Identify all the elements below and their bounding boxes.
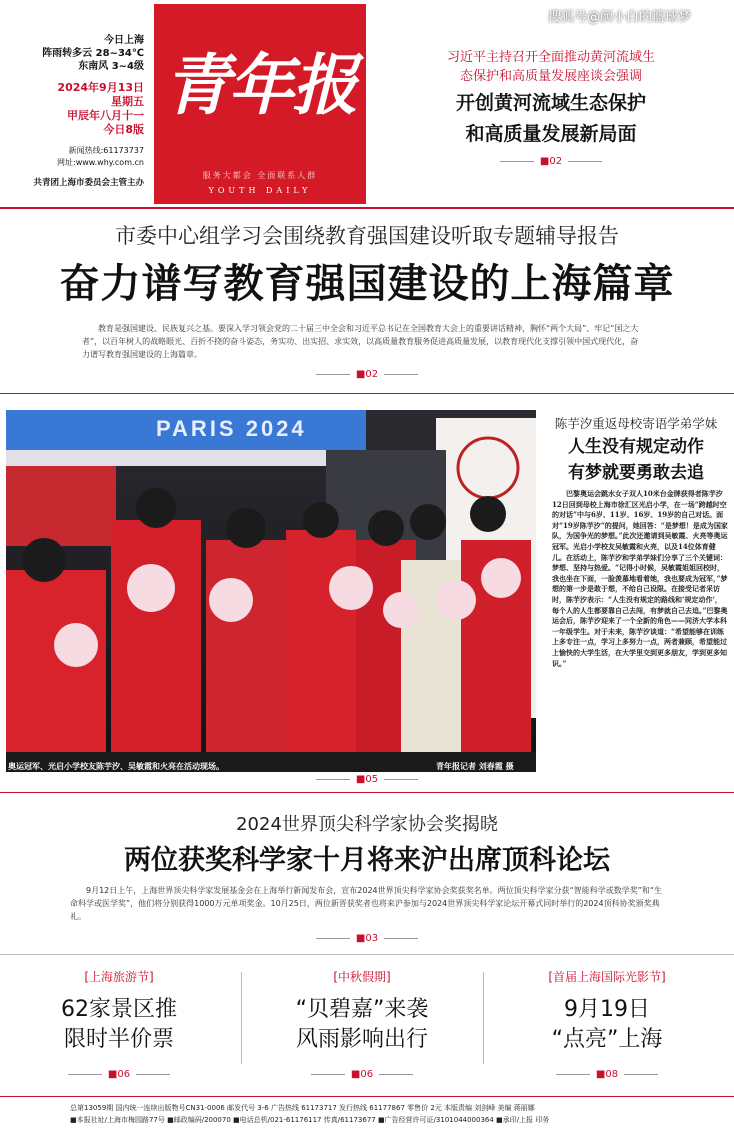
column-page-ref: ■08 bbox=[490, 1069, 724, 1080]
top-story-title-2: 和高质量发展新局面 bbox=[465, 123, 637, 145]
science-title[interactable]: 两位获奖科学家十月将来沪出席顶科论坛 bbox=[124, 845, 610, 876]
headline-subtitle: 市委中心组学习会围绕教育强国建设听取专题辅导报告 bbox=[115, 224, 619, 248]
column-title-2: 风雨影响出行 bbox=[295, 1027, 428, 1052]
photo-caption: 奥运冠军、光启小学校友陈芋汐、吴敏霞和火亮在活动现场。 bbox=[8, 762, 224, 771]
logo-name: 青年报 bbox=[164, 46, 356, 124]
issue-weekday: 星期五 bbox=[111, 95, 144, 108]
column-holiday[interactable] bbox=[245, 968, 479, 1080]
top-story-title: 开创黄河流域生态保护 bbox=[455, 92, 646, 114]
column-title: 9月19日 bbox=[564, 997, 650, 1022]
logo-english-name: YOUTH DAILY bbox=[208, 186, 312, 195]
divider bbox=[0, 1096, 734, 1097]
masthead-info bbox=[10, 34, 144, 190]
city-label: 今日上海 bbox=[104, 35, 144, 46]
newspaper-logo bbox=[154, 4, 366, 204]
column-divider bbox=[483, 972, 484, 1064]
issue-date: 2024年9月13日 bbox=[57, 81, 144, 94]
top-story-subtitle: 习近平主持召开全面推动黄河流域生 bbox=[446, 50, 655, 65]
headline-title[interactable]: 奋力谱写教育强国建设的上海篇章 bbox=[59, 260, 675, 307]
top-story-subtitle-2: 态保护和高质量发展座谈会强调 bbox=[459, 69, 642, 84]
column-page-ref: ■06 bbox=[245, 1069, 479, 1080]
issue-lunar-date: 甲辰年八月十一 bbox=[67, 109, 144, 122]
column-page-ref: ■06 bbox=[2, 1069, 236, 1080]
science-page-ref: ■03 bbox=[0, 933, 734, 944]
column-title-2: 限时半价票 bbox=[63, 1027, 174, 1052]
divider bbox=[0, 207, 734, 209]
footer bbox=[0, 1098, 734, 1128]
logo-tagline: 服务大都会 全面联系人群 bbox=[202, 171, 318, 180]
side-story-title[interactable] bbox=[546, 434, 726, 486]
divider bbox=[0, 393, 734, 394]
photo-credit: 青年报记者 刘春霞 摄 bbox=[436, 762, 514, 771]
headline-body: 教育是强国建设、民族复兴之基。要深入学习领会党的二十届三中全会和习近平总书记在全国教育大会上的重要讲话精神，胸怀“两个大局”、牢记“国之大者”，以百年树人的战略眼光、百折不挠的奋斗姿态，务实功、出实招、求实效，以高质量教育服务促进高质量发展，以教育现代化支撑引领中国式现代化，奋力谱写教育强国建设的上海篇章。 bbox=[82, 324, 639, 359]
sponsor-label: 共青团上海市委员会主管主办 bbox=[33, 178, 144, 188]
top-story-page-ref: ■02 bbox=[386, 156, 716, 167]
divider bbox=[0, 792, 734, 793]
column-kicker: [首届上海国际光影节] bbox=[548, 970, 666, 984]
banner-text: PARIS 2024 bbox=[156, 416, 307, 441]
side-story-title-1: 人生没有规定动作 bbox=[568, 437, 704, 457]
side-story-title-2: 有梦就要勇敢去追 bbox=[568, 463, 704, 483]
issue-page-count: 今日8版 bbox=[103, 123, 144, 136]
column-title-2: “点亮”上海 bbox=[551, 1027, 663, 1052]
science-body: 9月12日上午，上海世界顶尖科学家发展基金会在上海举行新闻发布会，宣布2024世界顶尖科学家协会奖获奖名单。两位顶尖科学家分获“智能科学或数学奖”和“生命科学或医学奖”，他们将分别获得1000万元单项奖金。10月25日，两位新晋获奖者也将来沪参加与2024世界顶尖科学家论坛开幕式同时举行的2024顶科协奖颁奖典礼。 bbox=[70, 886, 663, 921]
watermark-text: 搜狐号@颜小白的篮球梦 bbox=[548, 10, 692, 25]
column-title: “贝碧嘉”来袭 bbox=[295, 997, 429, 1022]
column-divider bbox=[241, 972, 242, 1064]
photo-story-page-ref: ■05 bbox=[0, 774, 734, 785]
headline-page-ref: ■02 bbox=[0, 369, 734, 380]
event-photo bbox=[6, 410, 536, 772]
weather-label: 阵雨转多云 28~34℃ bbox=[42, 48, 144, 59]
science-subtitle: 2024世界顶尖科学家协会奖揭晓 bbox=[236, 814, 498, 835]
column-kicker: [中秋假期] bbox=[333, 970, 391, 984]
news-hotline: 新闻热线:61173737 bbox=[68, 146, 144, 155]
column-title: 62家景区推 bbox=[61, 997, 177, 1022]
top-story[interactable] bbox=[386, 48, 716, 167]
side-story-body: 巴黎奥运会跳水女子双人10米台金牌获得者陈芋汐12日回到母校上海市徐汇区光启小学，在一场“跨越时空的对话”中与6岁、11岁、16岁、19岁的自己对话。面对“19岁陈芋汐”的提问，她回答：“是梦想！是成为国家队，为国争光的梦想。”此次还邀请到吴敏霞、火亮等奥运冠军。光启小学校友吴敏霞和火亮，以及14位体育健儿。在活动上，陈芋汐和学弟学妹们分享了三个关键词：梦想、坚持与热爱。“记得小时候，吴敏霞姐姐回校时，我也坐在下面，一脸羡慕地看着她，我也要成为冠军，”梦想的第一步是敢于想，不给自己设限。在接受记者采访时，陈芋汐表示：“人生没有规定的路线和‘规定动作’，每个人的人生都要靠自己去闯，有梦就自己去追。”巴黎奥运会后，陈芋汐迎来了一个全新的角色——同济大学本科一年级学生。对于未来，陈芋汐谈道：“希望能够在训练上多专注一点，学习上多努力一点，两者兼顾，希望能过上愉快的大学生活，在大学里交到更多朋友，学到更多知识。” bbox=[552, 489, 728, 668]
footer-line-2: ■本报社址/上海市梅园路77号 ■邮政编码/200070 ■电话总机/021-61176117 传真/61173677 ■广告经营许可证/3101044000364 ■承印/上报 印务 bbox=[70, 1116, 550, 1124]
wind-label: 东南风 3~4级 bbox=[78, 61, 144, 72]
column-kicker: [上海旅游节] bbox=[84, 970, 154, 984]
website-label: 网址:www.why.com.cn bbox=[57, 158, 144, 167]
column-tourism[interactable] bbox=[2, 968, 236, 1080]
side-story-kicker: 陈芋汐重返母校寄语学弟学妹 bbox=[554, 416, 718, 431]
footer-line-1: 总第13059期 国内统一连续出版物号CN31-0006 邮发代号 3-6 广告热线 61173717 发行热线 61177867 零售价 2元 本版责编 刘剑峰 美编 蒋丽娜 bbox=[70, 1104, 535, 1112]
divider bbox=[0, 954, 734, 955]
column-light-festival[interactable] bbox=[490, 968, 724, 1080]
